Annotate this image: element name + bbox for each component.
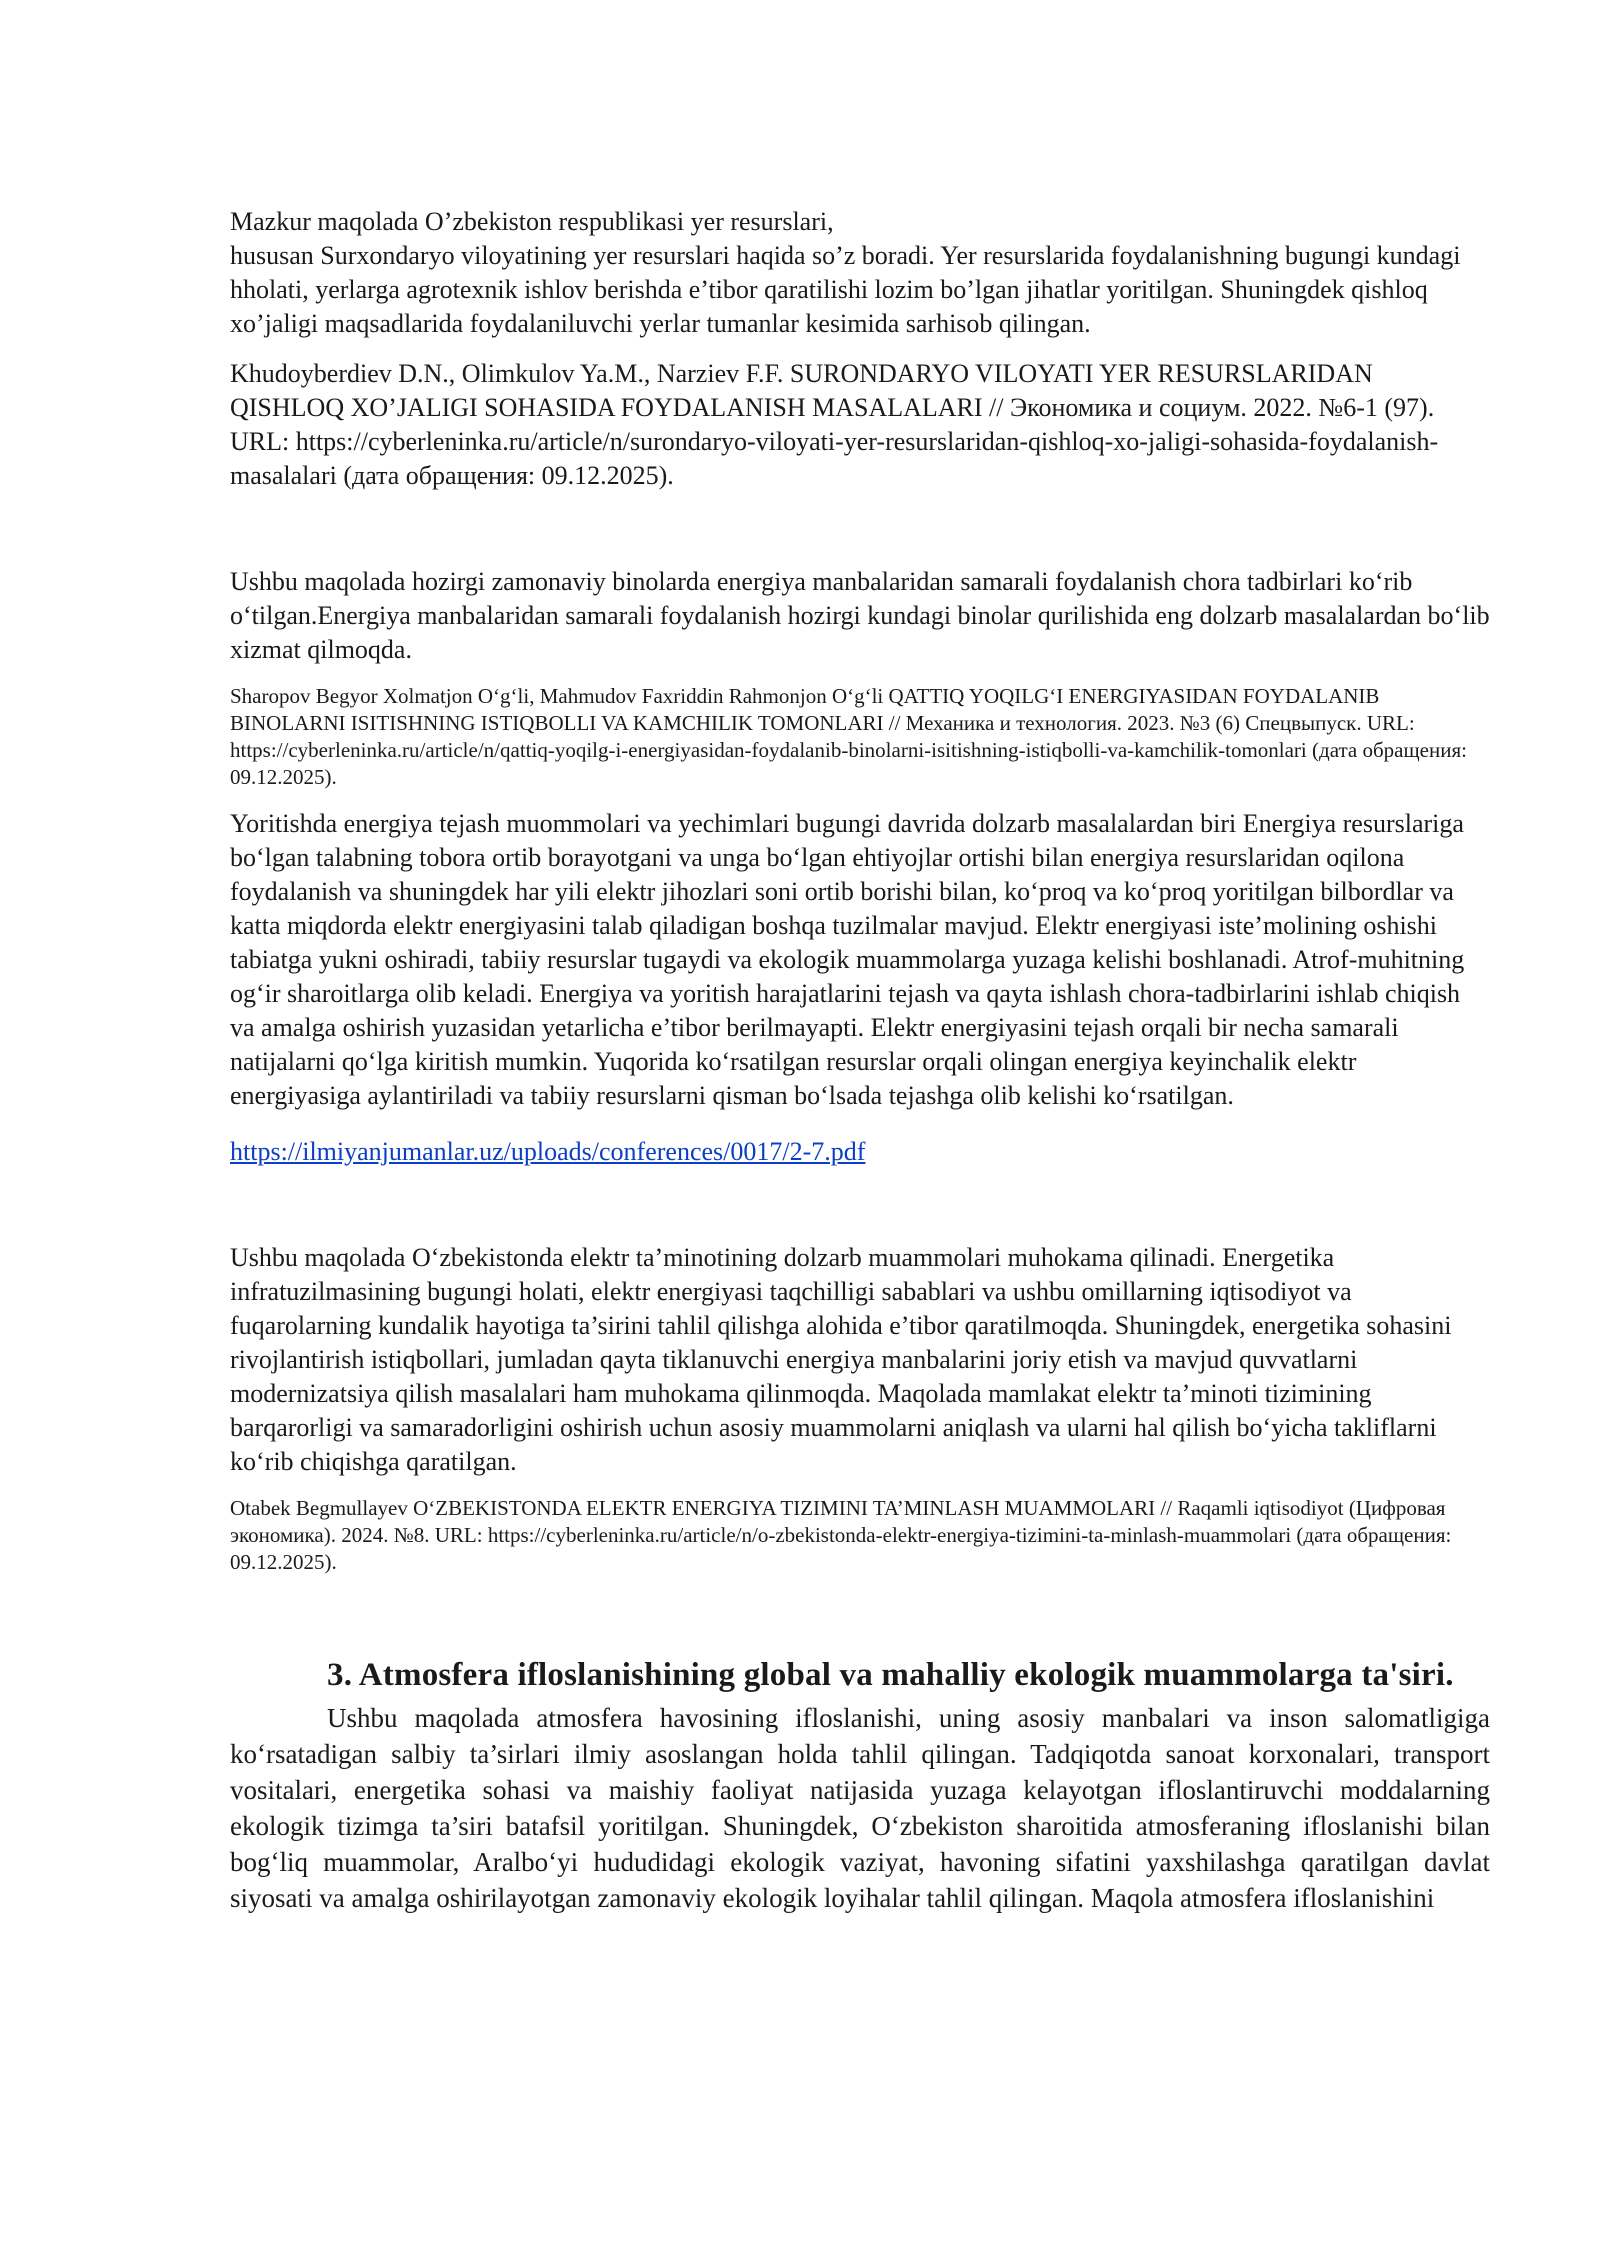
spacer xyxy=(230,1169,1490,1241)
abstract-2: Ushbu maqolada hozirgi zamonaviy binolarda energiya manbalaridan samarali foydalanish chora tadbirlari ko‘rib o‘tilgan.Energiya manbalaridan samarali foydalanish hozirgi kundagi binolar qurilishida eng dolzarb masalalardan bo‘lib xizmat qilmoqda. xyxy=(230,567,1490,664)
section-heading: 3. Atmosfera ifloslanishining global va mahalliy ekologik muammolarga ta'siri. xyxy=(327,1657,1454,1693)
document-page xyxy=(230,205,1490,1916)
citation-1: Khudoyberdiev D.N., Olimkulov Ya.M., Narziev F.F. SURONDARYO VILOYATI YER RESURSLARIDAN QISHLOQ XO’JALIGI SOHASIDA FOYDALANISH MASALALARI // Экономика и социум. 2022. №6-1 (97). URL: https://cyberleninka.ru/article/n/surondaryo-viloyati-yer-resurslaridan-qishloq-xo-jaligi-sohasida-foydalanish-masalalari (дата обращения: 09.12.2025). xyxy=(230,359,1439,490)
citation-4: Otabek Begmullayev O‘ZBEKISTONDA ELEKTR ENERGIYA TIZIMINI TA’MINLASH MUAMMOLARI // Raqamli iqtisodiyot (Цифровая экономика). 2024. №8. URL: https://cyberleninka.ru/article/n/o-zbekistonda-elektr-energiya-tizimini-ta-minlash-muammolari (дата обращения: 09.12.2025). xyxy=(230,1496,1452,1574)
abstract-4: Ushbu maqolada O‘zbekistonda elektr ta’minotining dolzarb muammolari muhokama qilinadi. Energetika infratuzilmasining bugungi holati, elektr energiyasi taqchilligi sabablari va ushbu omillarning iqtisodiyot va fuqarolarning kundalik hayotiga ta’sirini tahlil qilishga alohida e’tibor qaratilmoqda. Shuningdek, energetika sohasini rivojlantirish istiqbollari, jumladan qayta tiklanuvchi energiya manbalarini joriy etish va mavjud quvvatlarni modernizatsiya qilish masalalari ham muhokama qilinmoqda. Maqolada mamlakat elektr ta’minoti tizimining barqarorligi va samaradorligini oshirish uchun asosiy muammolarni aniqlash va ularni hal qilish bo‘yicha takliflarni ko‘rib chiqishga qaratilgan. xyxy=(230,1243,1452,1476)
spacer xyxy=(230,1576,1490,1654)
spacer xyxy=(230,493,1490,565)
citation-2: Sharopov Begyor Xolmatjon O‘g‘li, Mahmudov Faxriddin Rahmonjon O‘g‘li QATTIQ YOQILG‘I ENERGIYASIDAN FOYDALANIB BINOLARNI ISITISHNING ISTIQBOLLI VA KAMCHILIK TOMONLARI // Механика и технология. 2023. №3 (6) Спецвыпуск. URL: https://cyberleninka.ru/article/n/qattiq-yoqilg-i-energiyasidan-foydalanib-binolarni-isitishning-istiqbolli-va-kamchilik-tomonlari (дата обращения: 09.12.2025). xyxy=(230,684,1467,789)
abstract-1: Mazkur maqolada O’zbekiston respublikasi yer resurslari, hususan Surxondaryo viloyatining yer resurslari haqida so’z boradi. Yer resurslarida foydalanishning bugungi kundagi hholati, yerlarga agrotexnik ishlov berishda e’tibor qaratilishi lozim bo’lgan jihatlar yoritilgan. Shuningdek qishloq xo’jaligi maqsadlarida foydalaniluvchi yerlar tumanlar kesimida sarhisob qilingan. xyxy=(230,207,1461,338)
pdf-link[interactable]: https://ilmiyanjumanlar.uz/uploads/conferences/0017/2-7.pdf xyxy=(230,1137,866,1166)
section-body: Ushbu maqolada atmosfera havosining ifloslanishi, uning asosiy manbalari va inson salomatligiga ko‘rsatadigan salbiy ta’sirlari ilmiy asoslangan holda tahlil qilingan. Tadqiqotda sanoat korxonalari, transport vositalari, energetika sohasi va maishiy faoliyat natijasida yuzaga kelayotgan ifloslantiruvchi moddalarning ekologik tizimga ta’siri batafsil yoritilgan. Shuningdek, O‘zbekiston sharoitida atmosferaning ifloslanishi bilan bog‘liq muammolar, Aralbo‘yi hududidagi ekologik vaziyat, havoning sifatini yaxshilashga qaratilgan davlat siyosati va amalga oshirilayotgan zamonaviy ekologik loyihalar tahlil qilingan. Maqola atmosfera ifloslanishini xyxy=(230,1703,1490,1913)
abstract-3: Yoritishda energiya tejash muommolari va yechimlari bugungi davrida dolzarb masalalardan biri Energiya resurslariga bo‘lgan talabning tobora ortib borayotgani va unga bo‘lgan ehtiyojlar ortishi bilan energiya resurslaridan oqilona foydalanish va shuningdek har yili elektr jihozlari soni ortib borishi bilan, ko‘proq va ko‘proq yoritilgan bilbordlar va katta miqdorda elektr energiyasini talab qiladigan boshqa tuzilmalar mavjud. Elektr energiyasi iste’molining oshishi tabiatga yukni oshiradi, tabiiy resurslar tugaydi va ekologik muammolarga yuzaga kelishi boshlanadi. Atrof-muhitning og‘ir sharoitlarga olib keladi. Energiya va yoritish harajatlarini tejash va qayta ishlash chora-tadbirlarini ishlab chiqish va amalga oshirish yuzasidan yetarlicha e’tibor berilmayapti. Elektr energiyasini tejash orqali bir necha samarali natijalarni qo‘lga kiritish mumkin. Yuqorida ko‘rsatilgan resurslar orqali olingan energiya keyinchalik elektr energiyasiga aylantiriladi va tabiiy resurslarni qisman bo‘lsada tejashga olib kelishi ko‘rsatilgan. xyxy=(230,809,1465,1110)
